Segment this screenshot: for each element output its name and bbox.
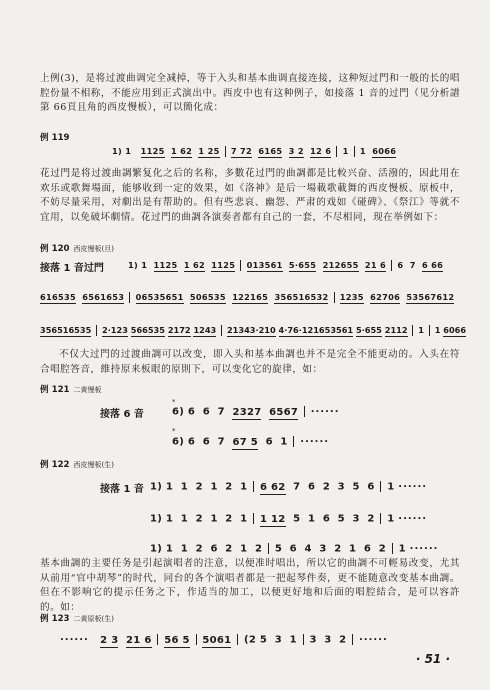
note-group: 5 xyxy=(293,513,301,525)
note-group: 7 xyxy=(217,406,225,418)
note-group: 6 62 xyxy=(259,481,286,493)
example-subtitle: 西皮慢板(旦) xyxy=(73,245,114,253)
note-group: 4 xyxy=(304,543,312,555)
paragraph-1: 上例(3)，是将过渡曲调完全减掉，等于入头和基本曲调直接连接，这种短过門和一般的长的唱腔份量不相称，不能应用到正式演出中。西皮中也有这种例子，如接落 1 音的过門（见分析譜第 66頁且角的西皮慢板），可以簡化成： xyxy=(40,73,460,113)
note-group: (2 5 xyxy=(244,634,268,646)
bar-line xyxy=(429,325,430,336)
note-group: 2 xyxy=(378,543,386,555)
note-group: 1125 xyxy=(153,260,178,270)
note-group: 1125 xyxy=(211,260,236,270)
note-group: 1 xyxy=(359,146,366,156)
note-group: 1 xyxy=(434,325,441,335)
note-group: 1) 1 xyxy=(128,260,148,270)
note-group: 6 xyxy=(307,481,316,493)
note-group: 2 xyxy=(339,634,347,646)
note-group: 6 xyxy=(397,260,404,270)
example-subtitle: 二黄慢板 xyxy=(73,386,102,394)
bar-line xyxy=(268,543,269,554)
note-group: 1) 1 xyxy=(150,481,174,493)
note-group: 21 6 xyxy=(364,260,387,270)
note-group: 5061 xyxy=(202,634,232,646)
bar-line xyxy=(237,634,238,645)
note-group: 3 xyxy=(319,543,327,555)
example-number: 例 123 xyxy=(40,614,70,624)
note-group: 013561 xyxy=(246,260,283,270)
continuation: ······ xyxy=(398,513,428,525)
bar-line xyxy=(392,543,393,554)
note-group: 1 xyxy=(180,543,189,555)
example-121-staff-1 xyxy=(172,406,340,418)
note-group: 356516535 xyxy=(40,325,92,335)
note-group: 21343·210 xyxy=(226,325,276,335)
note-group: 6 xyxy=(322,513,331,525)
continuation: ······ xyxy=(310,406,340,418)
note-group: 12 6 xyxy=(310,146,332,156)
example-121-lead: 接落 6 音 xyxy=(100,409,144,420)
note-group: 3 xyxy=(309,634,317,646)
example-122-label xyxy=(40,458,114,470)
note-group: 1 xyxy=(289,634,297,646)
note-group: 1 xyxy=(240,513,248,525)
note-group: 7 xyxy=(217,436,225,448)
note-group: 6 66 xyxy=(422,260,444,270)
note-group: 6) 6 xyxy=(172,436,196,448)
note-group: 6165 xyxy=(258,146,283,156)
note-group: 1 xyxy=(280,436,288,448)
note-group: 356516532 xyxy=(274,292,329,302)
note-group: 56 5 xyxy=(164,634,190,646)
note-group: 1 25 xyxy=(198,146,220,156)
example-120-staff-1 xyxy=(128,260,443,271)
example-122-staff-3 xyxy=(150,543,438,555)
note-group: 6 xyxy=(363,543,372,555)
note-group: 1125 xyxy=(140,146,165,156)
note-group: 2 xyxy=(254,543,263,555)
note-group: 1243 xyxy=(193,325,217,335)
example-number: 例 121 xyxy=(40,385,70,395)
note-group: 53567612 xyxy=(406,292,455,302)
example-subtitle: 西皮慢板(生) xyxy=(73,461,114,469)
note-group: 3 xyxy=(324,634,332,646)
note-group: 7 xyxy=(293,481,301,493)
note-group: 2172 xyxy=(167,325,191,335)
note-group: 5·655 xyxy=(288,260,317,270)
note-group: 6 xyxy=(202,436,211,448)
bar-line xyxy=(303,634,304,645)
continuation: ······ xyxy=(300,436,330,448)
note-group: 1) 1 xyxy=(112,146,132,156)
example-subtitle: 二黄原板(生) xyxy=(73,615,114,623)
bar-line xyxy=(352,634,353,645)
note-group: 1 62 xyxy=(183,260,205,270)
accent-mark: * xyxy=(172,427,176,435)
example-123-staff xyxy=(60,634,388,646)
bar-line xyxy=(336,146,337,157)
bar-line xyxy=(129,292,130,303)
note-group: 2 xyxy=(195,513,203,525)
note-group: 1) 1 xyxy=(150,543,174,555)
note-group: 7 72 xyxy=(230,146,253,156)
note-group: 6 xyxy=(289,543,297,555)
note-group: 5 xyxy=(337,513,345,525)
example-123-label xyxy=(40,612,114,624)
note-group: 506535 xyxy=(189,292,226,302)
note-group: 5 xyxy=(274,543,283,555)
bar-line xyxy=(391,260,392,271)
example-number: 例 119 xyxy=(40,133,70,143)
example-120-lead: 接落 1 音过門 xyxy=(40,263,104,274)
note-group: 1 xyxy=(418,325,424,335)
note-group: 2 xyxy=(322,481,331,493)
note-group: 5·655 xyxy=(355,325,382,335)
note-group: 3 2 xyxy=(288,146,304,156)
note-group: 2 xyxy=(225,513,233,525)
paragraph-4: 基本曲調的主要任务是引起演唱者的注意，以便准时唱出，所以它的曲調不可輕易改变，尤其从前用“官中胡琴”的时代，同台的各个演唱者都是一把起琴件奏，更不能随意改变基本曲調。但在不影响它的提示任务之下，作适当的加工，以便更好地和后面的唱腔結合，是可以容許的。如： xyxy=(40,558,460,613)
note-group: 1 62 xyxy=(170,146,193,156)
example-121-label xyxy=(40,383,102,395)
note-group: 566535 xyxy=(130,325,165,335)
bar-line xyxy=(253,481,254,492)
note-group: 1 xyxy=(240,481,248,493)
note-group: 2·123 xyxy=(102,325,128,335)
example-120-staff-3 xyxy=(40,325,466,336)
note-group: 2 xyxy=(195,543,203,555)
note-group: 1 xyxy=(387,481,395,493)
bar-line xyxy=(157,634,158,645)
note-group: 1 xyxy=(210,513,218,525)
note-group: 67 5 xyxy=(232,436,258,448)
note-group: 6561653 xyxy=(82,292,125,302)
bar-line xyxy=(304,406,305,417)
note-group: 6066 xyxy=(443,325,467,335)
note-group: 1 xyxy=(307,513,316,525)
example-119-staff xyxy=(112,146,396,157)
continuation: ······ xyxy=(60,634,89,646)
example-120-label xyxy=(40,242,114,254)
bar-line xyxy=(354,146,355,157)
note-group: 2 xyxy=(225,543,233,555)
note-group: 4·76·121653561 xyxy=(278,325,354,335)
note-group: 1) 1 xyxy=(150,513,174,525)
note-group: 1 xyxy=(387,513,395,525)
example-121-staff-2 xyxy=(172,436,329,448)
example-120-staff-2 xyxy=(40,292,454,303)
bar-line xyxy=(412,325,413,336)
bar-line xyxy=(196,634,197,645)
note-group: 2 3 xyxy=(100,634,119,646)
note-group: 6 xyxy=(202,406,211,418)
continuation: ······ xyxy=(359,634,388,646)
note-group: 1 xyxy=(210,481,218,493)
note-group: 616535 xyxy=(40,292,76,302)
note-group: 122165 xyxy=(232,292,269,302)
bar-line xyxy=(221,325,222,336)
note-group: 2112 xyxy=(384,325,408,335)
paragraph-3: 不仅大过門的过渡曲調可以改变，即入头和基本曲調也并不是完全不能更动的。入头在符合唱腔答音，維持原来板眼的原則下，可以变化它的旋律，如： xyxy=(40,349,460,375)
note-group: 1 xyxy=(180,481,189,493)
bar-line xyxy=(293,436,294,447)
note-group: 6567 xyxy=(269,406,299,418)
bar-line xyxy=(380,481,381,492)
example-number: 例 120 xyxy=(40,244,70,254)
note-group: 6 xyxy=(210,543,218,555)
note-group: 06535651 xyxy=(135,292,184,302)
note-group: 6 xyxy=(265,436,273,448)
note-group: 1 xyxy=(398,543,406,555)
note-group: 6066 xyxy=(372,146,397,156)
bar-line xyxy=(240,260,241,271)
bar-line xyxy=(96,325,97,336)
note-group: 1 xyxy=(240,543,248,555)
note-group: 2 xyxy=(367,513,375,525)
note-group: 7 xyxy=(409,260,416,270)
note-group: 3 xyxy=(352,513,360,525)
note-group: 3 xyxy=(274,634,283,646)
note-group: 2 xyxy=(225,481,233,493)
note-group: 1 xyxy=(342,146,349,156)
example-122-staff-2 xyxy=(150,513,427,525)
note-group: 2 xyxy=(195,481,203,493)
bar-line xyxy=(253,513,254,524)
accent-mark: * xyxy=(172,398,176,406)
note-group: 2 xyxy=(334,543,342,555)
example-119-label xyxy=(40,131,70,143)
example-number: 例 122 xyxy=(40,460,70,470)
note-group: 3 xyxy=(337,481,345,493)
bar-line xyxy=(225,146,226,157)
note-group: 6 xyxy=(367,481,375,493)
example-122-lead: 接落 1 音 xyxy=(100,484,144,495)
bar-line xyxy=(380,513,381,524)
note-group: 1 xyxy=(349,543,357,555)
note-group: 21 6 xyxy=(126,634,152,646)
note-group: 1235 xyxy=(339,292,364,302)
note-group: 62706 xyxy=(370,292,401,302)
page-number: · 51 · xyxy=(415,652,450,666)
note-group: 5 xyxy=(352,481,360,493)
note-group: 6) 6 xyxy=(172,406,196,418)
continuation: ······ xyxy=(398,481,428,493)
paragraph-2: 花过門是将过渡曲調繁复化之后的名称，多數花过門的曲調都是比較兴奋、活潑的，因此用在欢乐或歌舞場面，能够收到一定的效果，如《洛神》是后一場載歌載舞的西皮慢板、原板中，不妨尽量采用，对劇出是有帮助的。但有些悲哀、幽怨、严肃的戏如《碰碑》、《祭江》等就不宜用，以免破坏劇情。花过門的曲調各演奏者都有自己的一套，不尽相同，现在举例如下： xyxy=(40,168,460,223)
note-group: 1 12 xyxy=(259,513,286,525)
example-122-staff-1 xyxy=(150,481,427,493)
continuation: ······ xyxy=(409,543,439,555)
bar-line xyxy=(334,292,335,303)
note-group: 2327 xyxy=(232,406,262,418)
note-group: 212655 xyxy=(322,260,359,270)
note-group: 1 xyxy=(180,513,189,525)
